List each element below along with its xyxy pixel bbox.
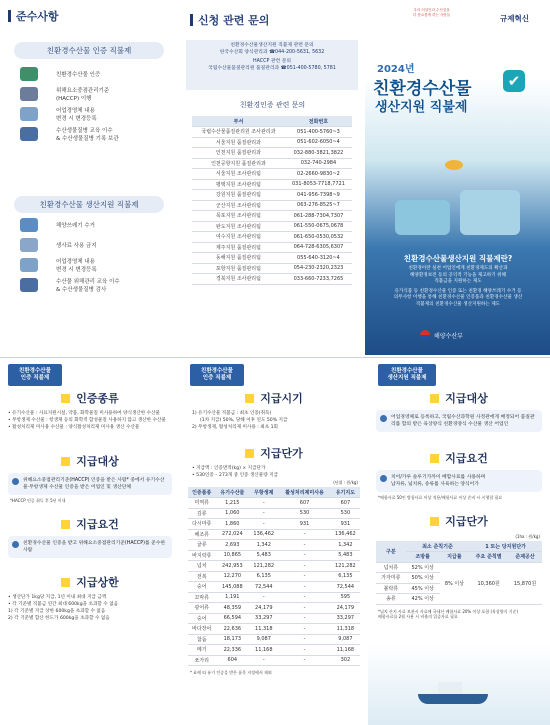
table-cell: 여수지원 조사관리팀 (192, 232, 285, 243)
table-cell: 931 (331, 519, 360, 530)
diamond-icon (61, 457, 70, 466)
table-row: 송류 42% 이상 (376, 594, 542, 605)
table-cell: 바지락류 (188, 550, 215, 561)
table-cell: 061-650-0530,0532 (285, 232, 352, 243)
table-cell: 인천공항지원 품질관리과 (192, 158, 285, 169)
table-cell: - (278, 550, 330, 561)
table-cell: 031-8053-7718,7721 (285, 179, 352, 190)
table-cell: 604 (215, 655, 249, 666)
table-cell: - (278, 613, 330, 624)
rules-list-2 (10, 215, 175, 295)
table-cell: 33,297 (331, 613, 360, 624)
table-row (188, 624, 360, 635)
table-cell: 061-550-0675,0678 (285, 221, 352, 232)
section-target: 지급대상 (368, 390, 550, 406)
table-cell: 530 (278, 508, 330, 519)
table-cell: 넙치 (188, 561, 215, 572)
target-note: *HACCP 인증 취득 후 5년 이내 (10, 498, 66, 503)
table-cell: 평택지원 조사관리팀 (192, 179, 285, 190)
requirement-box: 치어/가루 솔루기가까이 배합사료를 사용하며 납자류, 넙치류, 송류를 사육하는 양식어가 (376, 470, 542, 492)
ministry-logo: 해양수산부 (420, 330, 463, 340)
fish-feed-icon (20, 238, 38, 252)
table-cell: 제주지원 품질관리팀 (192, 242, 285, 253)
check-circle-icon (12, 541, 19, 548)
table-cell: 9,087 (249, 634, 278, 645)
table-cell: 목포지원 조사관리팀 (192, 211, 285, 222)
table-cell: 숭어 (188, 613, 215, 624)
requirement-note: *배합사료 50인 방침사료 이상 적용/배합사료 이상 준비 시 시행할 필요 (378, 495, 503, 500)
table-cell: - (278, 540, 330, 551)
table-cell: - (249, 508, 278, 519)
rate-table: 인증품종 유기수산물 무항생제 활성처리제미사용 유기지도 미역류 1,215 - 607 607 김류 1,060 - 530 530 다시마류 1,860 - 931 931 해조류 272,024 136,462 - 136,462 굴류 2,693 1,342 - 1,342 바지락류 10,865 5,483 - 5,483 넙치 242,953 121,282 - 121,282 전복 12,270 6,135 - 6,135 숭어 145,088 72,544 - 72,544 꼬막류 1,191 - - 595 광어류 48,359 24,179 - 24,179 숭어 66,594 33,297 - 33,297 바다장어 22,636 11,318 - 11,318 참돔 18,173 9,087 - 9,087 메기 22,336 11,168 - 11,168 쏘가리 604 - - 302 (188, 487, 360, 666)
table-cell: 6,135 (249, 571, 278, 582)
table-cell: 054-230-2320,2323 (285, 263, 352, 274)
table-row (192, 179, 352, 190)
table-row (188, 582, 360, 593)
table-cell: - (278, 529, 330, 540)
table-cell: - (278, 655, 330, 666)
table-cell: 11,168 (249, 645, 278, 656)
panel-inquiry (180, 0, 365, 355)
table-cell: 광어류 (188, 603, 215, 614)
table-cell: 48,359 (215, 603, 249, 614)
table-cell: - (278, 592, 330, 603)
table-row (192, 200, 352, 211)
table-row (192, 211, 352, 222)
table-cell: 굴류 (188, 540, 215, 551)
table-cell: 530 (331, 508, 360, 519)
table-row (188, 529, 360, 540)
table-cell: 033-660-7233,7265 (285, 274, 352, 285)
badge: 친환경수산물 인증 직불제 (8, 364, 62, 386)
sea-illustration (385, 150, 535, 240)
diamond-icon (245, 449, 254, 458)
cover-title: 친환경수산물 (373, 79, 472, 99)
section-target: 지급대상 (0, 453, 180, 469)
fold-divider (0, 357, 550, 358)
table-cell: 33,297 (249, 613, 278, 624)
table-cell: 바다장어 (188, 624, 215, 635)
rule-item: 수산물 위해관리 교육 이수 & 수산생물질병 검사 (10, 275, 175, 295)
table-cell: 1,342 (249, 540, 278, 551)
target-box: 어업경영체로 등록하고, 국립수산과학원 사정관에게 배정되어 품질관리를 합의 받은 육상양식 친환경양식 수산물 생산 어업인 (376, 410, 542, 432)
diamond-icon (61, 578, 70, 587)
table-row (188, 498, 360, 509)
table-cell: 931 (278, 519, 330, 530)
question-heading: 친환경수산물생산지원 직불제란? (403, 254, 513, 263)
table-cell: 숭어 (188, 582, 215, 593)
table-cell: 24,179 (331, 603, 360, 614)
table-row (192, 263, 352, 274)
document-icon (20, 278, 38, 292)
rule-item: 수산생물질병 교육 이수 & 수산생물질병 기록 보관 (10, 124, 175, 144)
rule-item: 위해요소중점관리기준 (HACCP) 이행 (10, 84, 175, 104)
table-cell: - (249, 519, 278, 530)
section-rate: 지급단가 (368, 513, 550, 529)
table-cell: 11,318 (249, 624, 278, 635)
table-cell: 051-400-5760~3 (285, 127, 352, 138)
table-cell: - (278, 634, 330, 645)
rule-item: 해양쓰레기 수거 (10, 215, 175, 235)
table-cell: 72,544 (331, 582, 360, 593)
table-row (192, 232, 352, 243)
table-cell: 해조류 (188, 529, 215, 540)
rule-item: 친환경수산물 인증 (10, 64, 175, 84)
table-cell: 국립수산물품질관리원 조사관리과 (192, 127, 285, 138)
section-rate: 지급단가 (180, 445, 368, 461)
table-row (188, 571, 360, 582)
table-cell: 032-740-2984 (285, 158, 352, 169)
check-circle-icon (12, 478, 19, 485)
table-cell: 다시마류 (188, 519, 215, 530)
gavel-icon (20, 87, 38, 101)
rate-notes: • 지급액 : 인증면적(kg) × 지급단가 • 530인증 – 273개 중 인증 생산물량 지급 (192, 466, 279, 478)
table-cell: 242,953 (215, 561, 249, 572)
table-cell: 136,462 (331, 529, 360, 540)
table-cell: 11,318 (331, 624, 360, 635)
rule-item: 생사료 사용 금지 (10, 235, 175, 255)
badge-cert-direct: 친환경수산물 인증 직불제 (14, 42, 164, 59)
table-cell: 1,860 (215, 519, 249, 530)
table-cell: 064-728-6305,6307 (285, 242, 352, 253)
table-cell: 메기 (188, 645, 215, 656)
table-row: 가자미류 50% 이상 (376, 573, 542, 584)
panel-payment-rate (180, 360, 368, 725)
table-cell: 272,024 (215, 529, 249, 540)
rule-item: 어업경영체 내용 변경 시 변경등록 (10, 255, 175, 275)
check-icon: ✔ (503, 70, 525, 92)
table-cell: 5,483 (331, 550, 360, 561)
table-row (192, 158, 352, 169)
table-row (192, 169, 352, 180)
table-cell: 055-640-3120~4 (285, 253, 352, 264)
cover-subtitle: 생산지원 직불제 (375, 100, 468, 115)
table-cell: 서울지원 조사관리팀 (192, 169, 285, 180)
table-cell: 607 (278, 498, 330, 509)
table-row (188, 592, 360, 603)
table-cell: 061-288-7304,7307 (285, 211, 352, 222)
compliance-title: 준수사항 (8, 8, 59, 24)
contact-table: 부서 전화번호 국립수산물품질관리원 조사관리과 051-400-5760~3 서울지원 품질관리과 051-602-6050~4 인천지원 품질관리과 032-880-3821,3822 인천공항지원 품질관리과 032-740-2984 서울지원 조사관리팀 02-2660-9830~2 평택지원 조사관리팀 031-8053-7718,7721 강원지원 품질관리팀 041-956-7398~9 군산지원 조사관리팀 063-276-8525~7 목포지원 조사관리팀 061-288-7304,7307 완도지원 조사관리팀 061-550-0675,0678 여수지원 조사관리팀 061-650-0530,0532 제주지원 품질관리팀 064-728-6305,6307 동해지원 품질관리팀 055-640-3120~4 포항지원 품질관리팀 054-230-2320,2323 경북지원 조사관리팀 033-660-7233,7265 (192, 116, 352, 285)
table-footnote: * 표에 따 유기 인증을 받은 품목 지정에서 제외 (190, 670, 272, 675)
table-cell: - (249, 655, 278, 666)
table-cell: 051-602-6050~4 (285, 137, 352, 148)
rules-list-1 (10, 64, 175, 144)
table-row (192, 242, 352, 253)
diamond-icon (61, 520, 70, 529)
table-cell: 11,168 (331, 645, 360, 656)
table-cell: 1,215 (215, 498, 249, 509)
contact-table-body (192, 127, 352, 285)
slogan: 우리 어업인과 수산업을 더 풍요롭게 하는 사람들 (413, 8, 451, 17)
table-cell: 595 (331, 592, 360, 603)
trash-icon (20, 218, 38, 232)
diamond-icon (430, 517, 439, 526)
table-cell: 서울지원 품질관리과 (192, 137, 285, 148)
table-cell: 전복 (188, 571, 215, 582)
panel-cert-types (0, 360, 180, 725)
section-requirement: 지급요건 (368, 450, 550, 466)
table-cell: 참돔 (188, 634, 215, 645)
table-cell: 쏘가리 (188, 655, 215, 666)
table-row (192, 148, 352, 159)
table-row: 넙치류 52% 이상 8% 이상 10,360원 15,870원 (376, 562, 542, 573)
table-cell: 121,282 (249, 561, 278, 572)
boat-illustration (408, 678, 498, 708)
rate-table-body (188, 498, 360, 666)
table-cell: 145,088 (215, 582, 249, 593)
table-row (188, 540, 360, 551)
table-row (188, 550, 360, 561)
taeguk-icon (420, 330, 430, 340)
support-rate-table: 구분 최소 준칙기준 1 또는 당지원단가 조방률 지급률 주요 준칙별 준제공산 넙치류 52% 이상 8% 이상 10,360원 15,870원 가자미류 50% 이상 볼락류 45% 이상 송류 42% 이상 (376, 541, 542, 605)
table-cell: - (278, 582, 330, 593)
table-cell: 032-880-3821,3822 (285, 148, 352, 159)
cert-type-list: • 유기수산물 : 사료지원시설, 약품, 화학물질 미사용하여 양식생산한 수산물 • 무항생제 수산물 : 항생제 등의 화학적 합성물질 사용하지 않고 생산한 수산물 • 활성처리제 미사용 수산물 : 양식활성처리제 미사용 생산 수산물 (8, 411, 166, 430)
diamond-icon (430, 394, 439, 403)
table-row (192, 274, 352, 285)
panel-production-support (368, 360, 550, 725)
diamond-icon (430, 454, 439, 463)
table-cell: 302 (331, 655, 360, 666)
table-cell: 02-2660-9830~2 (285, 169, 352, 180)
table-cell: - (278, 571, 330, 582)
table-cell: 18,173 (215, 634, 249, 645)
table-row (188, 645, 360, 656)
table-cell: 1,342 (331, 540, 360, 551)
section-limit: 지급상한 (0, 574, 180, 590)
table-cell: 063-276-8525~7 (285, 200, 352, 211)
inquiry-title: 신청 관련 문의 (190, 12, 269, 28)
unit-label: (단위 : 원/kg) (333, 480, 358, 485)
target-box: 위해요소중점관리기준(HACCP) 인증을 받은 사람* 중에서 유기수산물·무항생제 수산물 인증을 받은 어업인 및 생산단체 (8, 473, 172, 495)
unit-label: (1ha : 원/kg) (515, 534, 540, 539)
table-cell: 경북지원 조사관리팀 (192, 274, 285, 285)
table-row (192, 221, 352, 232)
cert-icon (20, 67, 38, 81)
table-row (192, 190, 352, 201)
table-cell: 군산지원 조사관리팀 (192, 200, 285, 211)
panel-compliance (0, 0, 180, 355)
table-cell: 607 (331, 498, 360, 509)
table-cell: - (278, 561, 330, 572)
table-cell: 2,693 (215, 540, 249, 551)
table-row (188, 519, 360, 530)
table-cell: 동해지원 품질관리팀 (192, 253, 285, 264)
table-row (192, 127, 352, 138)
brand-logo: 규제혁신 (500, 14, 529, 23)
table-row (188, 603, 360, 614)
table-row (192, 253, 352, 264)
panel-cover (365, 0, 550, 355)
table-cell: 1,191 (215, 592, 249, 603)
table-cell: 22,636 (215, 624, 249, 635)
table-cell: 6,135 (331, 571, 360, 582)
support-notes: *넙치 산지 사료 보관시 사료에 국내산 배합사료 20% 이상 포함 (육상양식 기준) 배합사료를 2월 사용 시 비율의 입증자료 필요 (378, 608, 519, 619)
contact-box: 친환경수산물생산지원 직불제 관련 문의 한국수산회 양식관리과 ☎044-200-5631, 5632 HACCP 관련 문의 국립수산물품질관리원 품질관리과 ☎051-400-5780, 5781 (186, 40, 358, 90)
table-row (188, 655, 360, 666)
table-cell: 인천지원 품질관리과 (192, 148, 285, 159)
table-cell: 136,462 (249, 529, 278, 540)
table-cell: 041-956-7398~9 (285, 190, 352, 201)
badge-production-support: 친환경수산물 생산지원 직불제 (14, 196, 164, 213)
table-cell: 꼬막류 (188, 592, 215, 603)
table-cell: 9,087 (331, 634, 360, 645)
year: 2024년 (377, 64, 415, 75)
table-row (188, 634, 360, 645)
title-bar (190, 14, 193, 26)
table-row (188, 561, 360, 572)
table-cell: 완도지원 조사관리팀 (192, 221, 285, 232)
table-cell: - (278, 624, 330, 635)
cover-description: 친환경이란 실천 어업인에게 친환경제도의 확산과 해양환경보전 등의 공익적 기능을 제고하기 위해 직불금을 지원하는 제도 유가식품 등 친환경수산물 인증 또는 친환경 해양쓰레기 수거 등 의무사항 이행을 통해 친환경수산물 인증품과 친환경수산물 생산 직불제의 친환경수산물 생산지원하는 제도 (393, 266, 523, 307)
check-circle-icon (380, 475, 387, 482)
requirement-box: 친환경수산물 인증을 받고 위해요소중점관리기준(HACCP)를 준수한 사람 (8, 536, 172, 558)
check-circle-icon (380, 415, 387, 422)
table-row: 볼락류 45% 이상 (376, 583, 542, 594)
document-icon (20, 127, 38, 141)
table-cell: - (249, 498, 278, 509)
rule-item: 어업경영체 내용 변경 시 변경등록 (10, 104, 175, 124)
handshake-icon (20, 258, 38, 272)
diamond-icon (245, 394, 254, 403)
table-cell: 김류 (188, 508, 215, 519)
table-cell: 10,865 (215, 550, 249, 561)
title-bar (8, 10, 11, 22)
cert-inquiry-subtitle: 친환경인증 관련 문의 (239, 101, 306, 109)
diamond-icon (61, 394, 70, 403)
table-cell: 1,060 (215, 508, 249, 519)
table-cell: 24,179 (249, 603, 278, 614)
badge: 친환경수산물 생산지원 직불제 (378, 364, 436, 386)
table-cell: 12,270 (215, 571, 249, 582)
handshake-icon (20, 107, 38, 121)
section-requirement: 지급요건 (0, 516, 180, 532)
table-row (188, 508, 360, 519)
table-cell: 5,483 (249, 550, 278, 561)
timing-list: 1) 유기수산물 직불금 : 최초 인증(취득) (1차 지급) 50%, 당해 이후 연도 50% 지급 2) 무항생제, 활성처리제 미사용 : 최초 1회 (192, 411, 288, 430)
table-cell: 포항지원 품질관리팀 (192, 263, 285, 274)
table-cell: 66,594 (215, 613, 249, 624)
table-cell: - (278, 645, 330, 656)
table-cell: 강원지원 품질관리팀 (192, 190, 285, 201)
limit-list: • 생산단가 1kg당 지급, 1년 이내 최대 지급 금액 • 각 기준별 직불금 연간 최대 600kg을 초과할 수 없음 1) 각 기준별 지급 상한 600kg을 초과할 수 없음 2) 각 기준별 합산 한도가 600kg을 초과할 수 없음 (8, 595, 119, 621)
table-cell: 22,336 (215, 645, 249, 656)
section-timing: 지급시기 (180, 390, 368, 406)
table-cell: 미역류 (188, 498, 215, 509)
table-cell: 121,282 (331, 561, 360, 572)
badge: 친환경수산물 인증 직불제 (190, 364, 244, 386)
table-cell: - (278, 603, 330, 614)
table-cell: - (249, 592, 278, 603)
table-row (188, 613, 360, 624)
section-cert-types: 인증종류 (0, 390, 180, 406)
table-row (192, 137, 352, 148)
table-cell: 72,544 (249, 582, 278, 593)
